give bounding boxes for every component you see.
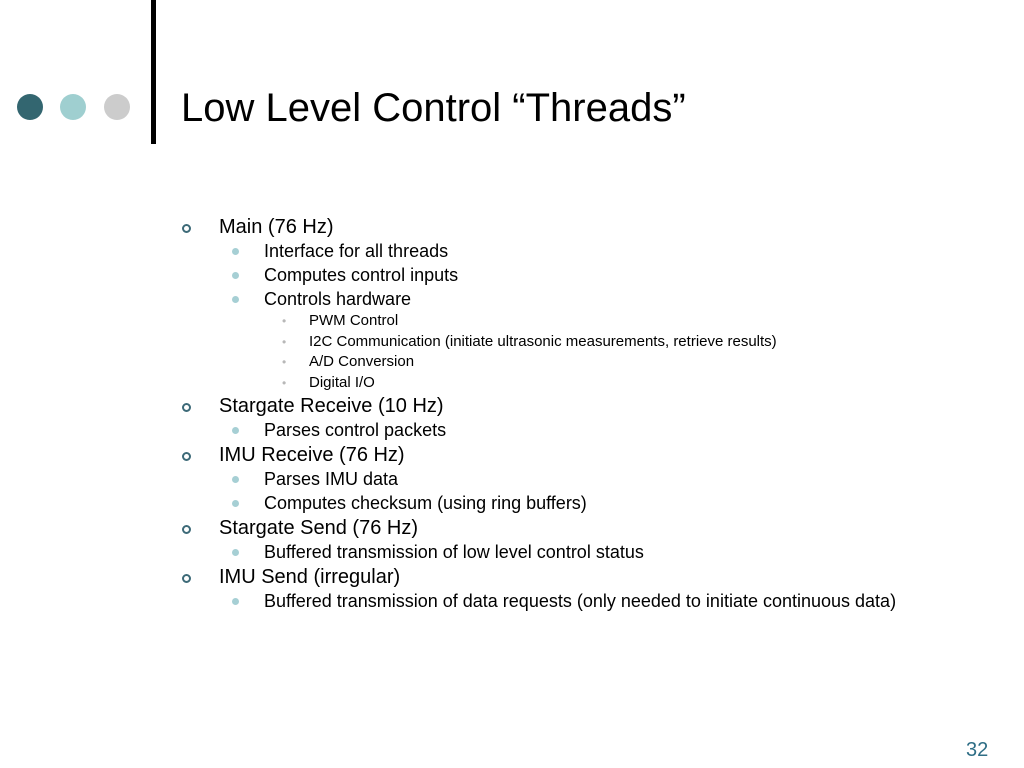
page-number: 32 [966, 739, 989, 761]
list-item-text: IMU Send (irregular) [219, 566, 401, 588]
ring-bullet-icon [182, 525, 191, 534]
list-item-text: Main (76 Hz) [219, 216, 334, 238]
list-item [180, 394, 1000, 418]
dot-bullet-icon [232, 549, 239, 556]
list-item-text: Interface for all threads [264, 241, 449, 261]
list-item-text: Controls hardware [264, 289, 412, 309]
dot-bullet-icon [232, 476, 239, 483]
ring-bullet-icon [182, 403, 191, 412]
small-dot-bullet-icon: • [282, 334, 287, 349]
dot-bullet-icon [232, 272, 239, 279]
list-item [180, 418, 1000, 442]
slide-title: Low Level Control “Threads” [181, 86, 686, 130]
dot-bullet-icon [232, 248, 239, 255]
list-item [180, 589, 1000, 613]
list-item [180, 352, 1000, 373]
list-item [180, 239, 1000, 263]
list-item [180, 332, 1000, 353]
list-item [180, 540, 1000, 564]
list-item-text: I2C Communication (initiate ultrasonic measurements, retrieve results) [309, 332, 777, 350]
list-item [180, 565, 1000, 589]
ring-bullet-icon [182, 574, 191, 583]
list-item-text: A/D Conversion [309, 353, 415, 370]
ring-bullet-icon [182, 452, 191, 461]
list-item [180, 263, 1000, 287]
list-item-text: Computes control inputs [264, 265, 459, 285]
list-item-text: Parses IMU data [264, 469, 399, 489]
list-item [180, 287, 1000, 311]
list-item-text: Parses control packets [264, 420, 447, 440]
list-item-text: Digital I/O [309, 373, 375, 391]
list-item-text: Buffered transmission of low level control status [264, 542, 644, 562]
list-item [180, 467, 1000, 491]
list-item-text: IMU Receive (76 Hz) [219, 444, 405, 466]
list-item-text: PWM Control [309, 312, 399, 329]
small-dot-bullet-icon: • [282, 314, 287, 328]
list-item [180, 491, 1000, 515]
dot-bullet-icon [232, 427, 239, 434]
list-item-text: Buffered transmission of data requests (only needed to initiate continuous data) [264, 591, 897, 611]
list-item [180, 311, 1000, 332]
bullet-list [180, 214, 1000, 613]
gray-dot-icon [104, 94, 130, 120]
dark-teal-dot-icon [17, 94, 43, 120]
light-teal-dot-icon [60, 94, 86, 120]
list-item [180, 516, 1000, 540]
list-item [180, 215, 1000, 239]
dot-bullet-icon [232, 598, 239, 605]
list-item-text: Stargate Send (76 Hz) [219, 517, 418, 539]
small-dot-bullet-icon: • [282, 375, 287, 390]
list-item [180, 373, 1000, 394]
list-item-text: Computes checksum (using ring buffers) [264, 493, 587, 513]
title-divider [151, 0, 156, 144]
ring-bullet-icon [182, 224, 191, 233]
small-dot-bullet-icon: • [282, 355, 287, 369]
list-item [180, 443, 1000, 467]
dot-bullet-icon [232, 296, 239, 303]
dot-bullet-icon [232, 500, 239, 507]
list-item-text: Stargate Receive (10 Hz) [219, 395, 444, 417]
